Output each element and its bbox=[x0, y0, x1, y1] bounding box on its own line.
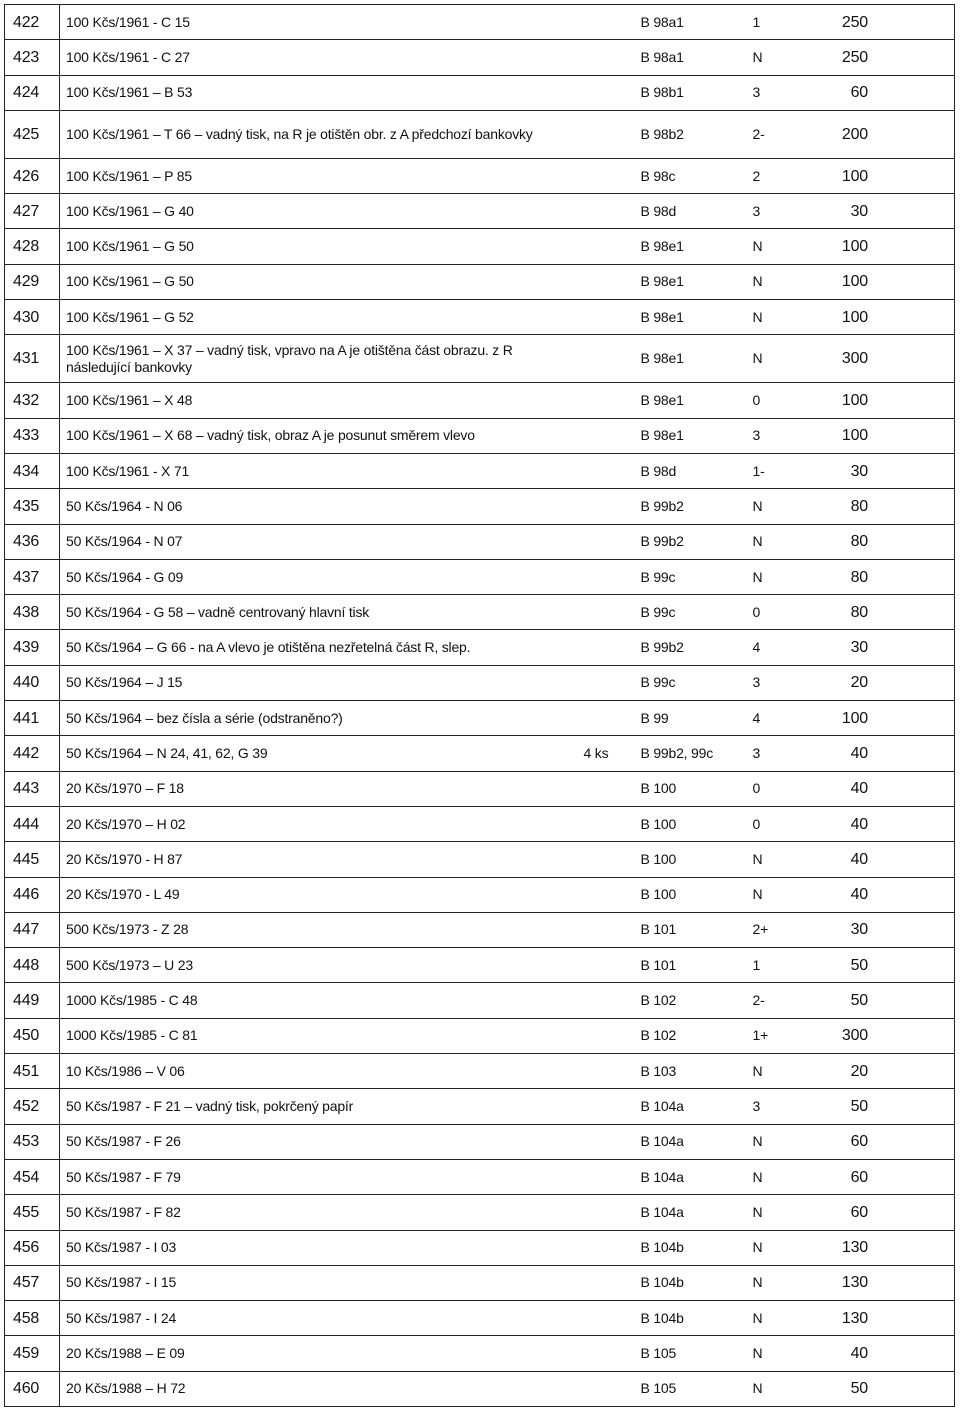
catalog-number-cell: B 100 bbox=[635, 877, 747, 912]
description-cell: 20 Kčs/1970 - L 49 bbox=[60, 877, 578, 912]
description-cell: 50 Kčs/1987 - F 21 – vadný tisk, pokrčený papír bbox=[60, 1089, 578, 1124]
description-cell: 500 Kčs/1973 – U 23 bbox=[60, 948, 578, 983]
lot-number-cell: 441 bbox=[5, 701, 60, 736]
price-cell: 100 bbox=[802, 300, 955, 335]
catalog-number-cell: B 98c bbox=[635, 158, 747, 193]
table-row bbox=[5, 524, 955, 559]
price-cell: 50 bbox=[802, 983, 955, 1018]
quantity-cell bbox=[578, 335, 635, 383]
table-row bbox=[5, 1054, 955, 1089]
lot-number-cell: 456 bbox=[5, 1230, 60, 1265]
table-row bbox=[5, 1371, 955, 1406]
lot-number-cell: 434 bbox=[5, 453, 60, 488]
grade-cell: 2+ bbox=[747, 912, 802, 947]
quantity-cell bbox=[578, 701, 635, 736]
catalog-number-cell: B 101 bbox=[635, 912, 747, 947]
price-cell: 30 bbox=[802, 453, 955, 488]
description-cell: 100 Kčs/1961 – P 85 bbox=[60, 158, 578, 193]
lot-number-cell: 423 bbox=[5, 40, 60, 75]
table-row bbox=[5, 983, 955, 1018]
quantity-cell bbox=[578, 300, 635, 335]
lot-number-cell: 446 bbox=[5, 877, 60, 912]
quantity-cell bbox=[578, 806, 635, 841]
grade-cell: 1 bbox=[747, 5, 802, 40]
price-cell: 130 bbox=[802, 1301, 955, 1336]
grade-cell: N bbox=[747, 1371, 802, 1406]
quantity-cell bbox=[578, 40, 635, 75]
description-cell: 500 Kčs/1973 - Z 28 bbox=[60, 912, 578, 947]
catalog-number-cell: B 99b2 bbox=[635, 489, 747, 524]
table-row bbox=[5, 559, 955, 594]
description-cell: 50 Kčs/1964 - N 07 bbox=[60, 524, 578, 559]
grade-cell: N bbox=[747, 1159, 802, 1194]
grade-cell: 2 bbox=[747, 158, 802, 193]
grade-cell: 3 bbox=[747, 736, 802, 771]
lot-number-cell: 452 bbox=[5, 1089, 60, 1124]
catalog-number-cell: B 98e1 bbox=[635, 264, 747, 299]
table-row bbox=[5, 948, 955, 983]
quantity-cell bbox=[578, 5, 635, 40]
description-cell: 50 Kčs/1987 - I 15 bbox=[60, 1265, 578, 1300]
quantity-cell bbox=[578, 1265, 635, 1300]
lot-number-cell: 448 bbox=[5, 948, 60, 983]
catalog-number-cell: B 99b2, 99c bbox=[635, 736, 747, 771]
lot-number-cell: 426 bbox=[5, 158, 60, 193]
price-cell: 60 bbox=[802, 1159, 955, 1194]
grade-cell: N bbox=[747, 300, 802, 335]
description-cell: 100 Kčs/1961 - C 27 bbox=[60, 40, 578, 75]
description-cell: 100 Kčs/1961 – G 52 bbox=[60, 300, 578, 335]
table-row bbox=[5, 383, 955, 418]
lot-number-cell: 444 bbox=[5, 806, 60, 841]
quantity-cell bbox=[578, 665, 635, 700]
table-row bbox=[5, 1336, 955, 1371]
quantity-cell bbox=[578, 1336, 635, 1371]
quantity-cell bbox=[578, 110, 635, 158]
grade-cell: 3 bbox=[747, 75, 802, 110]
lot-number-cell: 429 bbox=[5, 264, 60, 299]
grade-cell: 3 bbox=[747, 194, 802, 229]
catalog-number-cell: B 99c bbox=[635, 595, 747, 630]
table-row bbox=[5, 1089, 955, 1124]
description-cell: 100 Kčs/1961 – X 37 – vadný tisk, vpravo na A je otištěna část obrazu. z R následující bankovky bbox=[60, 335, 578, 383]
description-cell: 50 Kčs/1964 - G 58 – vadně centrovaný hlavní tisk bbox=[60, 595, 578, 630]
price-cell: 40 bbox=[802, 877, 955, 912]
description-cell: 100 Kčs/1961 – B 53 bbox=[60, 75, 578, 110]
lot-number-cell: 436 bbox=[5, 524, 60, 559]
description-cell: 20 Kčs/1970 – H 02 bbox=[60, 806, 578, 841]
quantity-cell bbox=[578, 1230, 635, 1265]
catalog-number-cell: B 98a1 bbox=[635, 5, 747, 40]
price-cell: 30 bbox=[802, 194, 955, 229]
quantity-cell bbox=[578, 264, 635, 299]
quantity-cell bbox=[578, 158, 635, 193]
price-cell: 200 bbox=[802, 110, 955, 158]
lot-number-cell: 439 bbox=[5, 630, 60, 665]
price-cell: 100 bbox=[802, 418, 955, 453]
banknote-catalog-table bbox=[4, 4, 955, 1407]
description-cell: 50 Kčs/1964 – bez čísla a série (odstraněno?) bbox=[60, 701, 578, 736]
quantity-cell bbox=[578, 1124, 635, 1159]
table-row bbox=[5, 771, 955, 806]
lot-number-cell: 431 bbox=[5, 335, 60, 383]
quantity-cell bbox=[578, 559, 635, 594]
price-cell: 60 bbox=[802, 1124, 955, 1159]
quantity-cell bbox=[578, 1195, 635, 1230]
quantity-cell bbox=[578, 194, 635, 229]
quantity-cell bbox=[578, 771, 635, 806]
lot-number-cell: 424 bbox=[5, 75, 60, 110]
description-cell: 100 Kčs/1961 – G 40 bbox=[60, 194, 578, 229]
quantity-cell: 4 ks bbox=[578, 736, 635, 771]
quantity-cell bbox=[578, 1018, 635, 1053]
grade-cell: N bbox=[747, 524, 802, 559]
quantity-cell bbox=[578, 595, 635, 630]
description-cell: 100 Kčs/1961 – G 50 bbox=[60, 264, 578, 299]
price-cell: 40 bbox=[802, 736, 955, 771]
lot-number-cell: 422 bbox=[5, 5, 60, 40]
grade-cell: N bbox=[747, 229, 802, 264]
table-row bbox=[5, 300, 955, 335]
table-row bbox=[5, 229, 955, 264]
price-cell: 40 bbox=[802, 842, 955, 877]
catalog-number-cell: B 102 bbox=[635, 983, 747, 1018]
quantity-cell bbox=[578, 948, 635, 983]
price-cell: 20 bbox=[802, 665, 955, 700]
price-cell: 300 bbox=[802, 1018, 955, 1053]
table-row bbox=[5, 1301, 955, 1336]
description-cell: 100 Kčs/1961 – G 50 bbox=[60, 229, 578, 264]
table-row bbox=[5, 264, 955, 299]
lot-number-cell: 450 bbox=[5, 1018, 60, 1053]
grade-cell: 1 bbox=[747, 948, 802, 983]
price-cell: 50 bbox=[802, 948, 955, 983]
price-cell: 80 bbox=[802, 489, 955, 524]
table-row bbox=[5, 806, 955, 841]
catalog-number-cell: B 98e1 bbox=[635, 335, 747, 383]
quantity-cell bbox=[578, 912, 635, 947]
quantity-cell bbox=[578, 877, 635, 912]
price-cell: 40 bbox=[802, 806, 955, 841]
price-cell: 100 bbox=[802, 229, 955, 264]
quantity-cell bbox=[578, 1089, 635, 1124]
table-row bbox=[5, 1124, 955, 1159]
grade-cell: N bbox=[747, 559, 802, 594]
table-row bbox=[5, 1159, 955, 1194]
catalog-number-cell: B 99b2 bbox=[635, 630, 747, 665]
table-row bbox=[5, 5, 955, 40]
table-row bbox=[5, 701, 955, 736]
price-cell: 300 bbox=[802, 335, 955, 383]
catalog-number-cell: B 104a bbox=[635, 1195, 747, 1230]
price-cell: 40 bbox=[802, 771, 955, 806]
description-cell: 20 Kčs/1988 – H 72 bbox=[60, 1371, 578, 1406]
grade-cell: N bbox=[747, 489, 802, 524]
catalog-number-cell: B 104b bbox=[635, 1301, 747, 1336]
description-cell: 50 Kčs/1964 - G 09 bbox=[60, 559, 578, 594]
price-cell: 80 bbox=[802, 595, 955, 630]
grade-cell: N bbox=[747, 1301, 802, 1336]
grade-cell: N bbox=[747, 842, 802, 877]
grade-cell: 0 bbox=[747, 806, 802, 841]
price-cell: 40 bbox=[802, 1336, 955, 1371]
table-row bbox=[5, 1230, 955, 1265]
description-cell: 50 Kčs/1964 – N 24, 41, 62, G 39 bbox=[60, 736, 578, 771]
grade-cell: N bbox=[747, 1195, 802, 1230]
table-row bbox=[5, 418, 955, 453]
table-row bbox=[5, 877, 955, 912]
price-cell: 130 bbox=[802, 1265, 955, 1300]
grade-cell: N bbox=[747, 877, 802, 912]
grade-cell: 2- bbox=[747, 983, 802, 1018]
price-cell: 60 bbox=[802, 75, 955, 110]
table-row bbox=[5, 489, 955, 524]
description-cell: 50 Kčs/1987 - I 24 bbox=[60, 1301, 578, 1336]
grade-cell: N bbox=[747, 264, 802, 299]
lot-number-cell: 454 bbox=[5, 1159, 60, 1194]
grade-cell: N bbox=[747, 1124, 802, 1159]
price-cell: 80 bbox=[802, 559, 955, 594]
catalog-number-cell: B 105 bbox=[635, 1336, 747, 1371]
quantity-cell bbox=[578, 489, 635, 524]
price-cell: 80 bbox=[802, 524, 955, 559]
lot-number-cell: 437 bbox=[5, 559, 60, 594]
grade-cell: 4 bbox=[747, 630, 802, 665]
catalog-number-cell: B 100 bbox=[635, 771, 747, 806]
table-row bbox=[5, 665, 955, 700]
lot-number-cell: 458 bbox=[5, 1301, 60, 1336]
catalog-number-cell: B 98b2 bbox=[635, 110, 747, 158]
quantity-cell bbox=[578, 1054, 635, 1089]
price-cell: 250 bbox=[802, 40, 955, 75]
lot-number-cell: 447 bbox=[5, 912, 60, 947]
catalog-number-cell: B 99c bbox=[635, 559, 747, 594]
catalog-body bbox=[5, 5, 955, 1407]
catalog-number-cell: B 99c bbox=[635, 665, 747, 700]
description-cell: 20 Kčs/1988 – E 09 bbox=[60, 1336, 578, 1371]
price-cell: 100 bbox=[802, 701, 955, 736]
lot-number-cell: 442 bbox=[5, 736, 60, 771]
quantity-cell bbox=[578, 630, 635, 665]
grade-cell: 4 bbox=[747, 701, 802, 736]
lot-number-cell: 425 bbox=[5, 110, 60, 158]
grade-cell: N bbox=[747, 335, 802, 383]
grade-cell: N bbox=[747, 40, 802, 75]
grade-cell: 3 bbox=[747, 1089, 802, 1124]
description-cell: 50 Kčs/1987 - F 82 bbox=[60, 1195, 578, 1230]
catalog-number-cell: B 98a1 bbox=[635, 40, 747, 75]
description-cell: 100 Kčs/1961 – X 48 bbox=[60, 383, 578, 418]
table-row bbox=[5, 595, 955, 630]
grade-cell: N bbox=[747, 1054, 802, 1089]
quantity-cell bbox=[578, 229, 635, 264]
catalog-number-cell: B 98e1 bbox=[635, 229, 747, 264]
grade-cell: 0 bbox=[747, 383, 802, 418]
catalog-number-cell: B 104b bbox=[635, 1230, 747, 1265]
price-cell: 50 bbox=[802, 1089, 955, 1124]
catalog-number-cell: B 98e1 bbox=[635, 300, 747, 335]
description-cell: 1000 Kčs/1985 - C 81 bbox=[60, 1018, 578, 1053]
lot-number-cell: 435 bbox=[5, 489, 60, 524]
table-row bbox=[5, 912, 955, 947]
table-row bbox=[5, 1195, 955, 1230]
catalog-number-cell: B 98e1 bbox=[635, 383, 747, 418]
table-row bbox=[5, 194, 955, 229]
grade-cell: N bbox=[747, 1336, 802, 1371]
lot-number-cell: 455 bbox=[5, 1195, 60, 1230]
description-cell: 100 Kčs/1961 – X 68 – vadný tisk, obraz A je posunut směrem vlevo bbox=[60, 418, 578, 453]
lot-number-cell: 460 bbox=[5, 1371, 60, 1406]
lot-number-cell: 459 bbox=[5, 1336, 60, 1371]
price-cell: 30 bbox=[802, 630, 955, 665]
grade-cell: 2- bbox=[747, 110, 802, 158]
table-row bbox=[5, 630, 955, 665]
description-cell: 50 Kčs/1964 – G 66 - na A vlevo je otištěna nezřetelná část R, slep. bbox=[60, 630, 578, 665]
catalog-number-cell: B 101 bbox=[635, 948, 747, 983]
catalog-number-cell: B 103 bbox=[635, 1054, 747, 1089]
description-cell: 100 Kčs/1961 – T 66 – vadný tisk, na R je otištěn obr. z A předchozí bankovky bbox=[60, 110, 578, 158]
price-cell: 130 bbox=[802, 1230, 955, 1265]
quantity-cell bbox=[578, 524, 635, 559]
grade-cell: N bbox=[747, 1230, 802, 1265]
description-cell: 20 Kčs/1970 - H 87 bbox=[60, 842, 578, 877]
catalog-number-cell: B 104a bbox=[635, 1089, 747, 1124]
table-row bbox=[5, 110, 955, 158]
table-row bbox=[5, 158, 955, 193]
price-cell: 30 bbox=[802, 912, 955, 947]
lot-number-cell: 445 bbox=[5, 842, 60, 877]
lot-number-cell: 451 bbox=[5, 1054, 60, 1089]
lot-number-cell: 432 bbox=[5, 383, 60, 418]
catalog-number-cell: B 98b1 bbox=[635, 75, 747, 110]
table-row bbox=[5, 736, 955, 771]
table-row bbox=[5, 40, 955, 75]
quantity-cell bbox=[578, 983, 635, 1018]
lot-number-cell: 438 bbox=[5, 595, 60, 630]
quantity-cell bbox=[578, 1301, 635, 1336]
lot-number-cell: 428 bbox=[5, 229, 60, 264]
description-cell: 20 Kčs/1970 – F 18 bbox=[60, 771, 578, 806]
quantity-cell bbox=[578, 842, 635, 877]
lot-number-cell: 427 bbox=[5, 194, 60, 229]
price-cell: 20 bbox=[802, 1054, 955, 1089]
table-row bbox=[5, 1018, 955, 1053]
description-cell: 50 Kčs/1964 - N 06 bbox=[60, 489, 578, 524]
description-cell: 10 Kčs/1986 – V 06 bbox=[60, 1054, 578, 1089]
description-cell: 50 Kčs/1987 - F 26 bbox=[60, 1124, 578, 1159]
catalog-number-cell: B 104a bbox=[635, 1124, 747, 1159]
lot-number-cell: 457 bbox=[5, 1265, 60, 1300]
lot-number-cell: 430 bbox=[5, 300, 60, 335]
table-row bbox=[5, 75, 955, 110]
description-cell: 100 Kčs/1961 - C 15 bbox=[60, 5, 578, 40]
lot-number-cell: 440 bbox=[5, 665, 60, 700]
lot-number-cell: 433 bbox=[5, 418, 60, 453]
grade-cell: 3 bbox=[747, 418, 802, 453]
description-cell: 50 Kčs/1987 - F 79 bbox=[60, 1159, 578, 1194]
table-row bbox=[5, 1265, 955, 1300]
catalog-number-cell: B 105 bbox=[635, 1371, 747, 1406]
grade-cell: 1- bbox=[747, 453, 802, 488]
catalog-number-cell: B 104a bbox=[635, 1159, 747, 1194]
grade-cell: 1+ bbox=[747, 1018, 802, 1053]
table-row bbox=[5, 842, 955, 877]
table-row bbox=[5, 453, 955, 488]
quantity-cell bbox=[578, 453, 635, 488]
description-cell: 100 Kčs/1961 - X 71 bbox=[60, 453, 578, 488]
price-cell: 250 bbox=[802, 5, 955, 40]
lot-number-cell: 453 bbox=[5, 1124, 60, 1159]
grade-cell: N bbox=[747, 1265, 802, 1300]
quantity-cell bbox=[578, 1371, 635, 1406]
catalog-number-cell: B 99b2 bbox=[635, 524, 747, 559]
price-cell: 60 bbox=[802, 1195, 955, 1230]
catalog-number-cell: B 99 bbox=[635, 701, 747, 736]
grade-cell: 0 bbox=[747, 595, 802, 630]
grade-cell: 0 bbox=[747, 771, 802, 806]
price-cell: 100 bbox=[802, 383, 955, 418]
catalog-number-cell: B 102 bbox=[635, 1018, 747, 1053]
description-cell: 50 Kčs/1987 - I 03 bbox=[60, 1230, 578, 1265]
description-cell: 50 Kčs/1964 – J 15 bbox=[60, 665, 578, 700]
quantity-cell bbox=[578, 383, 635, 418]
lot-number-cell: 443 bbox=[5, 771, 60, 806]
grade-cell: 3 bbox=[747, 665, 802, 700]
catalog-number-cell: B 100 bbox=[635, 806, 747, 841]
catalog-number-cell: B 98e1 bbox=[635, 418, 747, 453]
quantity-cell bbox=[578, 418, 635, 453]
quantity-cell bbox=[578, 1159, 635, 1194]
price-cell: 100 bbox=[802, 158, 955, 193]
price-cell: 100 bbox=[802, 264, 955, 299]
catalog-number-cell: B 98d bbox=[635, 453, 747, 488]
quantity-cell bbox=[578, 75, 635, 110]
price-cell: 50 bbox=[802, 1371, 955, 1406]
lot-number-cell: 449 bbox=[5, 983, 60, 1018]
description-cell: 1000 Kčs/1985 - C 48 bbox=[60, 983, 578, 1018]
catalog-number-cell: B 104b bbox=[635, 1265, 747, 1300]
table-row bbox=[5, 335, 955, 383]
catalog-number-cell: B 100 bbox=[635, 842, 747, 877]
catalog-number-cell: B 98d bbox=[635, 194, 747, 229]
